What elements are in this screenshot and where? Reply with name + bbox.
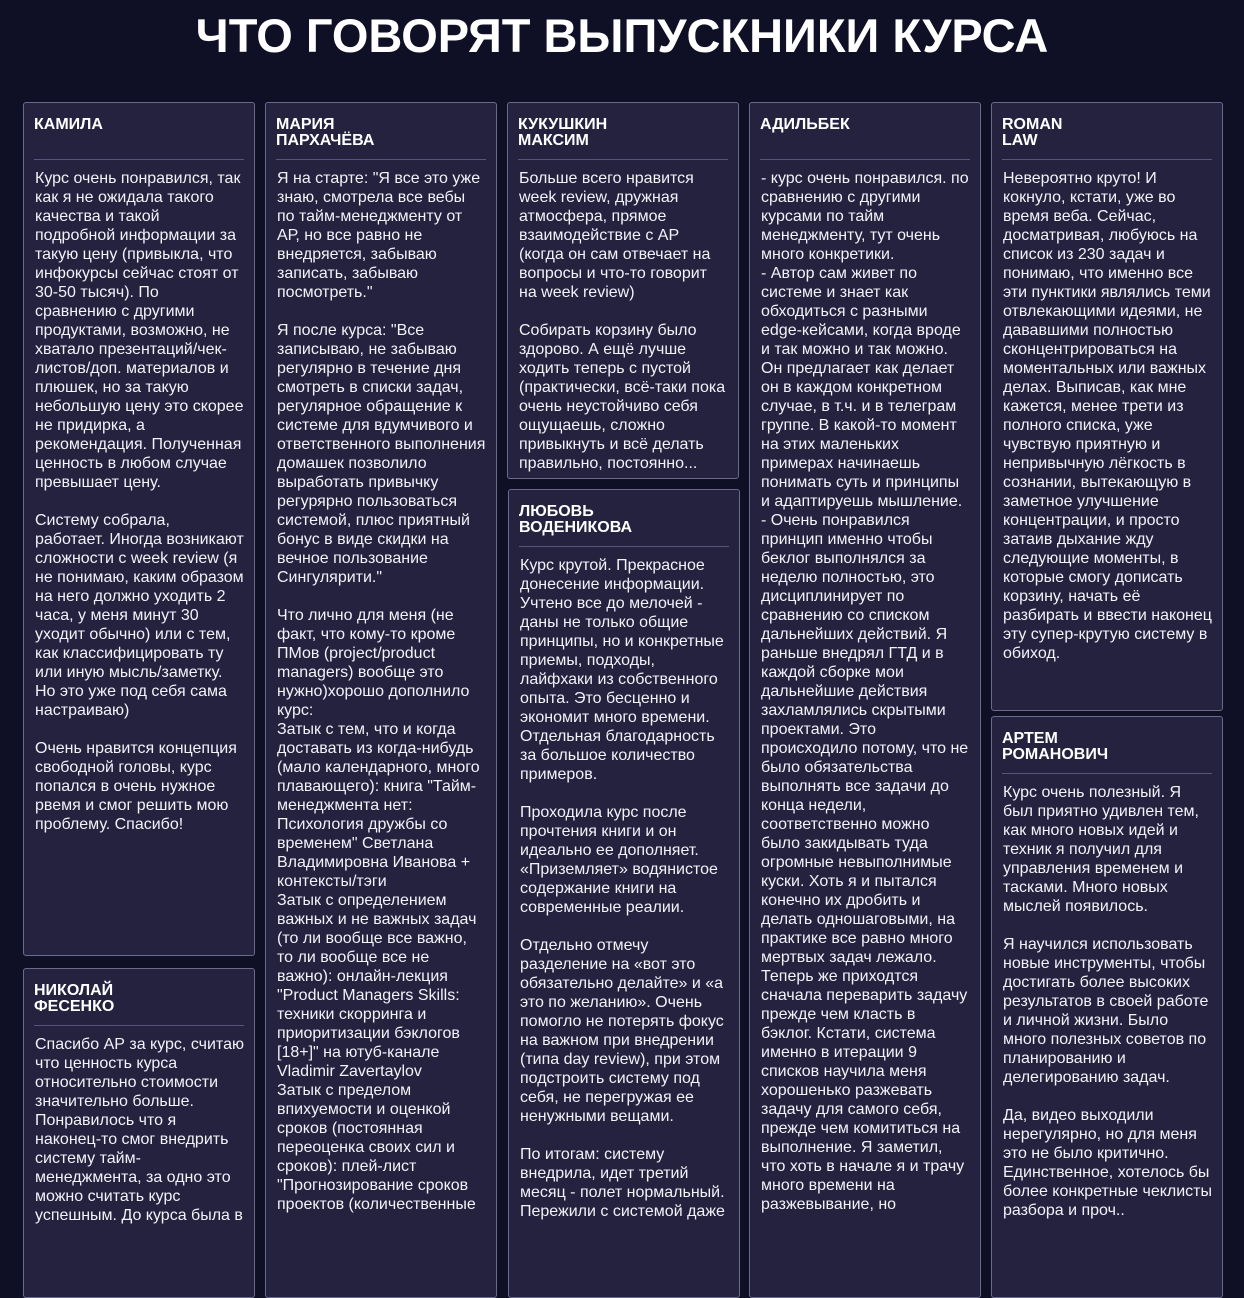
review-card-maria <box>265 102 497 1298</box>
review-text: Невероятно круто! И кокнуло, кстати, уже во время веба. Сейчас, досматривая, любуюсь на список из 230 задач и понимаю, что именно все эти пунктики являлись теми отвлекающими идеями, не дававшими полностью сконцентрироваться на моментальных или важных делах. Выписав, как мне кажется, менее трети из полного списка, уже чувствую приятную и непривычную лёгкость в сознании, вытекающую в заметное улучшение концентрации, и просто затаив дыхание жду следующие моменты, в которые смогу дописать корзину, начать её разбирать и ввести наконец эту супер-крутую систему в обиход. <box>1003 170 1212 662</box>
review-card-adilbek <box>749 102 981 1298</box>
reviewer-name: АДИЛЬБЕК <box>760 117 970 160</box>
review-card-kukushkin <box>507 102 739 479</box>
review-card-lyubov <box>508 489 740 1298</box>
review-text: Курс очень понравился, так как я не ожидала такого качества и такой подробной информации за такую цену (привыкла, что инфокурсы сейчас стоят от 30-50 тысяч). По сравнению с другими продуктами, возможно, не хватало презентаций/чек-листов/доп. материалов и плюшек, но за такую небольшую цену это скорее не придирка, а рекомендация. Полученная ценность в любом случае превышает цену. Систему собрала, работает. Иногда возникают сложности с week review (я не понимаю, каким образом на него должно уходить 2 часа, у меня минут 30 уходит обычно) или с тем, как классифицировать ту или иную мысль/заметку. Но это уже под себя сама настраиваю) Очень нравится концепция свободной головы, курс попался в очень нужное рвемя и смог решить мою проблему. Спасибо! <box>35 170 244 833</box>
reviewer-name: АРТЕМ РОМАНОВИЧ <box>1002 731 1212 774</box>
review-text: Я на старте: "Я все это уже знаю, смотрела все вебы по тайм-менеджменту от АР, но все равно не внедряется, забываю записать, забываю посмотреть." Я после курса: "Все записываю, не забываю регулярно в течение дня смотреть в списки задач, регулярное обращение к системе для вдумчивого и ответственного выполнения домашек позволило выработать привычку регурярно пользоваться системой, плюс приятный бонус в виде скидки на вечное пользование Сингулярити." Что лично для меня (не факт, что кому-то кроме ПМов (project/product managers) вообще это нужно)хорошо дополнило курс: Затык с тем, что и когда доставать из когда-нибудь (мало календарного, много плавающего): книга "Тайм-менеджмента нет: Психология дружбы со временем" Светлана Владимировна Иванова + контексты/тэги Затык с определением важных и не важных задач (то ли вообще все важно, то ли вообще все не важно): онлайн-лекция "Product Managers Skills: техники скорринга и приоритизации бэклогов [18+]" на ютуб-канале Vladimir Zavertaylov Затык с пределом впихуемости и оценкой сроков (постоянная переоценка своих сил и сроков): плей-лист "Прогнозирование сроков проектов (количественные <box>277 170 486 1213</box>
reviewer-name: МАРИЯ ПАРХАЧЁВА <box>276 117 486 160</box>
review-card-nikolay <box>23 968 255 1298</box>
reviewer-name: КАМИЛА <box>34 117 244 160</box>
review-card-artem <box>991 716 1223 1298</box>
review-text: Спасибо АР за курс, считаю что ценность курса относительно стоимости значительно больше. Понравилось что я наконец-то смог внедрить систему тайм-менеджмента, за одно это можно считать курс успешным. До курса была в <box>35 1036 244 1224</box>
review-text: Больше всего нравится week review, дружная атмосфера, прямое взаимодействие с АР (когда он сам отвечает на вопросы и что-то говорит на week review) Собирать корзину было здорово. А ещё лучше ходить теперь с пустой (практически, всё-таки пока очень неустойчиво себя ощущаешь, сложно привыкнуть и всё делать правильно, постоянно... <box>519 170 726 472</box>
review-text: Курс очень полезный. Я был приятно удивлен тем, как много новых идей и техник я получил для управления временем и тасками. Много новых мыслей появилось. Я научился использовать новые инструменты, чтобы достигать более высоких результатов в своей работе и личной жизни. Было много полезных советов по планированию и делегированию задач. Да, видео выходили нерегулярно, но для меня это не было критично. Единственное, хотелось бы более конкретные чеклисты разбора и проч.. <box>1003 784 1212 1219</box>
review-text: Курс крутой. Прекрасное донесение информации. Учтено все до мелочей - даны не только общие принципы, но и конкретные приемы, подходы, лайфхаки из собственного опыта. Это бесценно и экономит много времени. Отдельная благодарность за большое количество примеров. Проходила курс после прочтения книги и он идеально ее дополняет. «Приземляет» водянистое содержание книги на современные реалии. Отдельно отмечу разделение на «вот это обязательно делайте» и «а это по желанию». Очень помогло не потерять фокус на важном при внедрении (типа day review), при этом подстроить систему под себя, не перегружая ее ненужными вещами. По итогам: систему внедрила, идет третий месяц - полет нормальный. Пережили с системой даже <box>520 557 725 1220</box>
review-card-kamila <box>23 102 255 956</box>
review-text: - курс очень понравился. по сравнению с другими курсами по тайм менеджменту, тут очень много конкретики. - Автор сам живет по системе и знает как обходиться с разными edge-кейсами, когда вроде и так можно и так можно. Он предлагает как делает он в каждом конкретном случае, в т.ч. и в телеграм группе. В какой-то момент на этих маленьких примерах начинаешь понимать суть и принципы и адаптируешь мышление. - Очень понравился принцип именно чтобы беклог выполнялся за неделю полностью, это дисциплинирует по сравнению со списком дальнейших действий. Я раньше внедрял ГТД и в каждой сборке мои дальнейшие действия захламлялись скрытыми проектами. Это происходило потому, что не было обязательства выполнять все задачи до конца недели, соответственно можно было закидывать туда огромные невыполнимые куски. Хоть я и пытался конечно их дробить и делать одношаговыми, на практике все равно много мертвых задач лежало. Теперь же приходтся сначала переварить задачу прежде чем класть в бэклог. Кстати, система именно в итерации 9 списков научила меня хорошенько разжевать задачу для самого себя, прежде чем комититься на выполнение. Я заметил, что хоть в начале я и трачу много времени на разжевывание, но <box>761 170 969 1213</box>
reviewer-name: ЛЮБОВЬ ВОДЕНИКОВА <box>519 504 729 547</box>
reviewer-name: КУКУШКИН МАКСИМ <box>518 117 728 160</box>
review-card-roman <box>991 102 1223 711</box>
reviewer-name: НИКОЛАЙ ФЕСЕНКО <box>34 983 244 1026</box>
page-title: ЧТО ГОВОРЯТ ВЫПУСКНИКИ КУРСА <box>195 9 1049 62</box>
reviewer-name: ROMAN LAW <box>1002 117 1212 160</box>
